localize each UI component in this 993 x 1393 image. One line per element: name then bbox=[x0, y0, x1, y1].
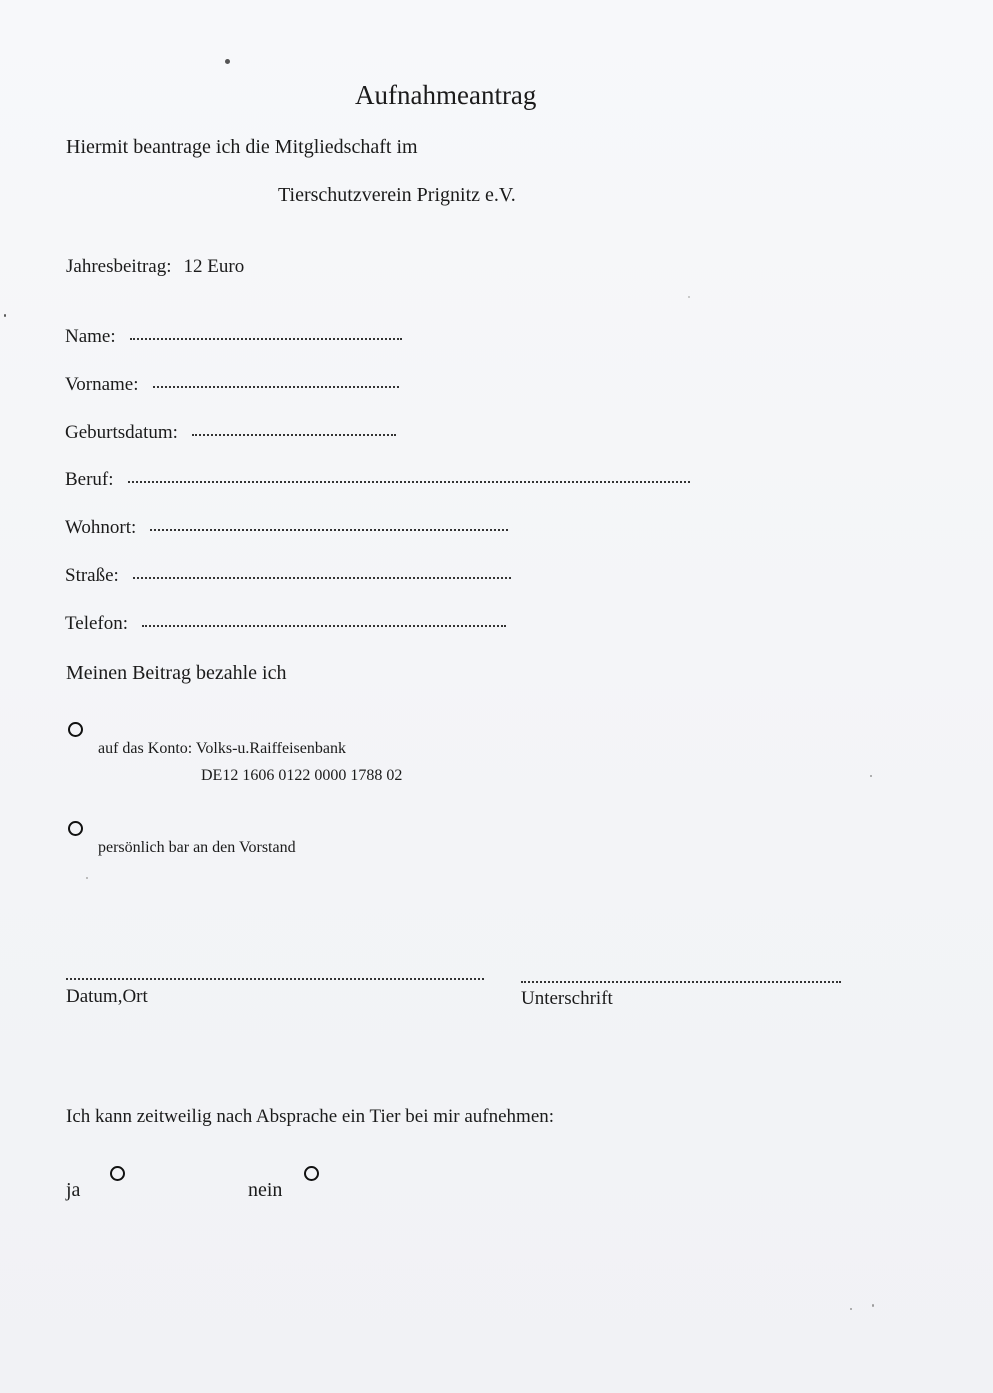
date-place-line[interactable] bbox=[66, 976, 484, 980]
scan-speck bbox=[225, 59, 230, 64]
annual-fee-value: 12 Euro bbox=[183, 256, 245, 277]
form-title: Aufnahmeantrag bbox=[355, 80, 537, 110]
scan-speck bbox=[4, 314, 6, 317]
street-input-line[interactable] bbox=[133, 575, 511, 579]
phone-label: Telefon: bbox=[65, 613, 129, 634]
foster-yes-label: ja bbox=[66, 1179, 81, 1201]
signature-line[interactable] bbox=[521, 979, 841, 983]
phone-field[interactable] bbox=[65, 613, 506, 635]
signature-label: Unterschrift bbox=[521, 988, 613, 1009]
iban-text: DE12 1606 0122 0000 1788 02 bbox=[201, 767, 403, 784]
annual-fee bbox=[66, 256, 244, 278]
profession-input-line[interactable] bbox=[128, 479, 690, 483]
foster-question: Ich kann zeitweilig nach Absprache ein Tier bei mir aufnehmen: bbox=[66, 1106, 555, 1127]
street-field[interactable] bbox=[65, 565, 511, 587]
residence-label: Wohnort: bbox=[65, 517, 137, 538]
scan-speck bbox=[850, 1308, 852, 1310]
intro-text: Hiermit beantrage ich die Mitgliedschaft im bbox=[66, 136, 418, 158]
radio-pay-cash[interactable] bbox=[68, 821, 83, 836]
first-name-label: Vorname: bbox=[65, 374, 139, 395]
scan-speck bbox=[688, 296, 690, 298]
annual-fee-label: Jahresbeitrag: bbox=[66, 256, 172, 277]
radio-foster-no[interactable] bbox=[304, 1166, 319, 1181]
pay-cash-label: persönlich bar an den Vorstand bbox=[98, 839, 296, 856]
street-label: Straße: bbox=[65, 565, 119, 586]
organization-name: Tierschutzverein Prignitz e.V. bbox=[278, 184, 516, 206]
residence-input-line[interactable] bbox=[150, 527, 508, 531]
first-name-input-line[interactable] bbox=[153, 384, 399, 388]
date-place-label: Datum,Ort bbox=[66, 986, 148, 1007]
profession-field[interactable] bbox=[65, 469, 690, 491]
phone-input-line[interactable] bbox=[142, 623, 506, 627]
foster-no-label: nein bbox=[248, 1179, 283, 1201]
birthdate-label: Geburtsdatum: bbox=[65, 422, 178, 443]
scan-speck bbox=[86, 877, 88, 879]
name-field[interactable] bbox=[65, 326, 402, 348]
scan-speck bbox=[870, 775, 872, 777]
residence-field[interactable] bbox=[65, 517, 508, 539]
radio-pay-account[interactable] bbox=[68, 722, 83, 737]
name-input-line[interactable] bbox=[130, 336, 402, 340]
payment-intro: Meinen Beitrag bezahle ich bbox=[66, 662, 287, 684]
profession-label: Beruf: bbox=[65, 469, 114, 490]
first-name-field[interactable] bbox=[65, 374, 399, 396]
birthdate-input-line[interactable] bbox=[192, 432, 396, 436]
radio-foster-yes[interactable] bbox=[110, 1166, 125, 1181]
birthdate-field[interactable] bbox=[65, 422, 396, 444]
pay-account-label: auf das Konto: Volks-u.Raiffeisenbank bbox=[98, 740, 346, 757]
name-label: Name: bbox=[65, 326, 116, 347]
scan-speck bbox=[872, 1304, 874, 1307]
